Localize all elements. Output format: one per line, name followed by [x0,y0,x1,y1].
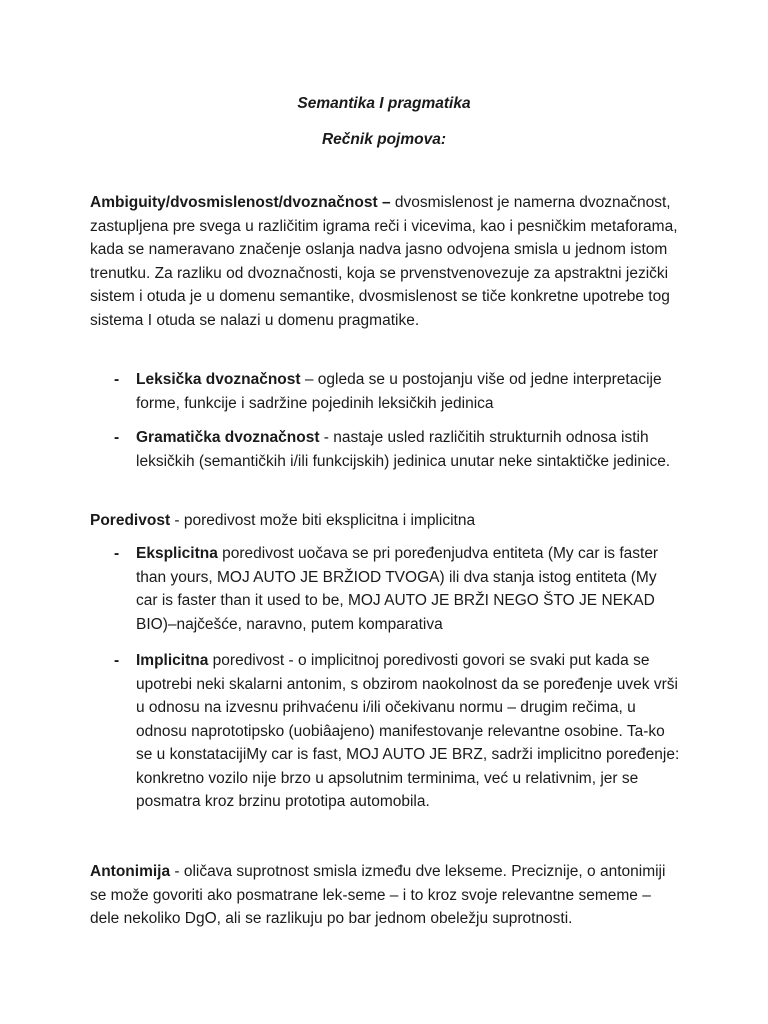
leksicka-text: – ogleda se u postojanju više od jedne interpretacije forme, funkcije i sadržine pojedinih leksičkih jedinica [136,371,662,412]
implicitna-text: poredivost - o implicitnoj poredivosti govori se svaki put kada se upotrebi neki skalarni antonim, s obzirom naokolnost da se poređenje uvek vrši u odnosu na izvesnu prihvaćenu i/ili očekivanu normu – drugim rečima, u odnosu naprototipsko (uobiâajeno) manifestovanje relevantne osobine. Ta-ko se u konstatacijiMy car is fast, MOJ AUTO JE BRZ, sadrži implicitno poređenje: konkretno vozilo nije brzo u apsolutnim terminima, već u relativnim, jer se posmatra kroz brzinu prototipa automobila. [136,652,680,810]
ambiguity-paragraph [90,191,680,332]
list-dash: - [114,371,120,388]
poredivost-term: Poredivost [90,512,171,529]
implicitna-term: Implicitna [136,652,209,669]
document-title: Semantika I pragmatika [297,95,471,112]
document-subtitle: Rečnik pojmova: [321,131,447,148]
list-item-eksplicitna [114,542,680,636]
poredivost-paragraph [90,509,680,533]
leksicka-term: Leksička dvoznačnost [136,371,301,388]
list-dash: - [114,545,120,562]
eksplicitna-text: poredivost uočava se pri poređenjudva entiteta (My car is faster than yours, MOJ AUTO JE BRŽIOD TVOGA) ili dva stanja istog entiteta (My car is faster than it used to be, MOJ AUTO JE BRŽI NEGO ŠTO JE NEKAD BIO)–najčešće, naravno, putem komparativa [136,545,659,633]
list-dash: - [114,429,120,446]
gramaticka-text: - nastaje usled različitih strukturnih odnosa istih leksičkih (semantičkih i/ili funkcijskih) jedinica unutar neke sintaktičke jedinice. [136,429,671,470]
antonimija-term: Antonimija [90,863,171,880]
antonimija-text: - oličava suprotnost smisla između dve lekseme. Preciznije, o antonimiji se može govoriti ako posmatrane lek-seme – i to kroz svoje relevantne sememe – dele nekoliko DgO, ali se razlikuju po bar jednom obeležju suprotnosti. [90,863,666,927]
list-item-implicitna [114,649,680,814]
list-item-gramaticka [114,426,680,473]
poredivost-text: - poredivost može biti eksplicitna i implicitna [170,512,476,529]
ambiguity-text: dvosmislenost je namerna dvoznačnost, zastupljena pre svega u različitim igrama reči i vicevima, kao i pesničkim metaforama, kada se nameravano značenje oslanja nadva jasno odvojena smisla u jednom istom trenutku. Za razliku od dvoznačnosti, koja se prvenstvenovezuje za apstraktni jezički sistem i otuda je u domenu semantike, dvosmislenost se tiče konkretne upotrebe tog sistema I otuda se nalazi u domenu pragmatike. [90,194,678,329]
antonimija-paragraph [90,860,680,931]
gramaticka-term: Gramatička dvoznačnost [136,429,320,446]
list-item-leksicka [114,368,680,415]
list-dash: - [114,652,120,669]
ambiguity-term: Ambiguity/dvosmislenost/dvoznačnost – [90,194,391,211]
eksplicitna-term: Eksplicitna [136,545,218,562]
